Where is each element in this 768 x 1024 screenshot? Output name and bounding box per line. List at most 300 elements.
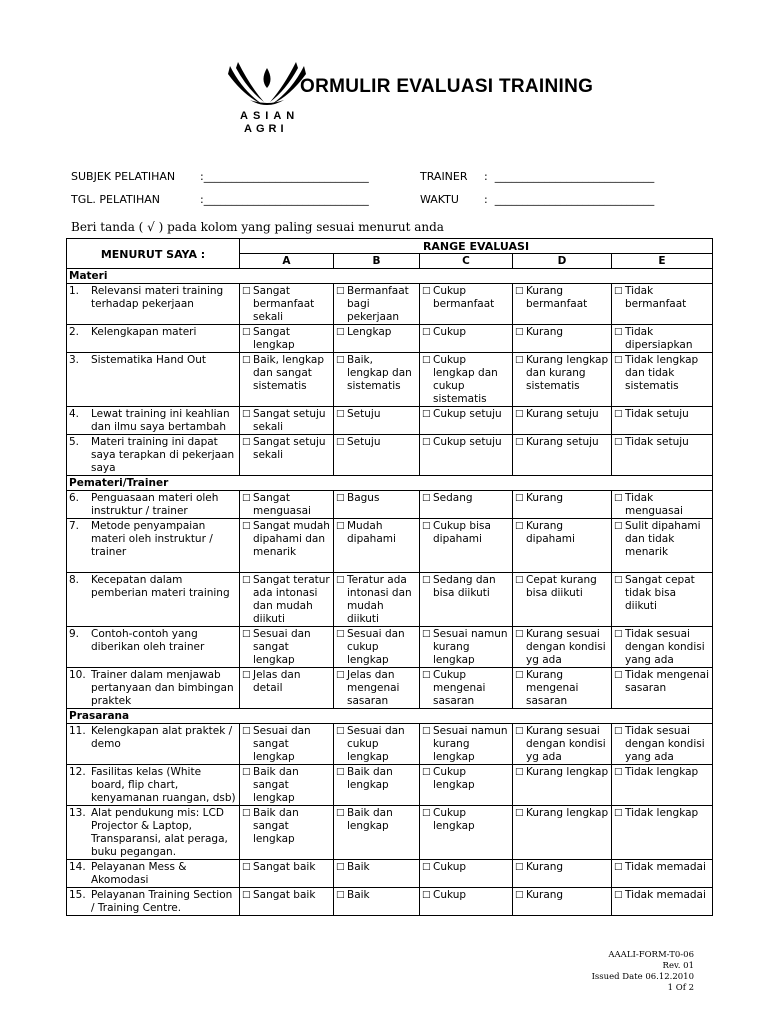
option-label: Tidak menguasai — [625, 492, 683, 517]
checkbox-icon[interactable]: □ — [242, 890, 251, 900]
issued-date: Issued Date 06.12.2010 — [591, 972, 694, 982]
option-cell-e[interactable] — [612, 407, 713, 435]
checkbox-icon[interactable]: □ — [515, 862, 524, 872]
option-cell-b[interactable] — [334, 353, 420, 407]
option-label: Kurang — [526, 861, 564, 873]
option-cell-b[interactable] — [334, 284, 420, 325]
option-label: Setuju — [347, 436, 381, 448]
option-label: Cukup bermanfaat — [433, 285, 495, 310]
table-row — [67, 668, 713, 709]
column-header-a: A — [240, 254, 334, 269]
table-row — [67, 407, 713, 435]
option-label: Sangat lengkap — [253, 326, 295, 351]
option-cell-e[interactable] — [612, 724, 713, 765]
checkbox-icon[interactable]: □ — [422, 629, 431, 639]
option-label: Kurang — [526, 492, 564, 504]
criterion-number: 7. — [69, 520, 80, 532]
option-cell-c[interactable] — [420, 353, 513, 407]
criterion-cell — [67, 627, 240, 668]
option-label: Tidak memadai — [625, 861, 706, 873]
table-row — [67, 519, 713, 573]
checkbox-icon[interactable]: □ — [242, 808, 251, 818]
option-cell-d[interactable] — [513, 860, 612, 888]
criterion-cell — [67, 435, 240, 476]
checkbox-icon[interactable]: □ — [336, 890, 345, 900]
checkbox-icon[interactable]: □ — [515, 890, 524, 900]
criterion-text: Pelayanan Mess & Akomodasi — [91, 861, 187, 886]
logo-text-asian: ASIAN — [240, 110, 300, 122]
checkbox-icon[interactable]: □ — [242, 521, 251, 531]
option-label: Tidak dipersiapkan — [625, 326, 693, 351]
option-cell-d[interactable] — [513, 627, 612, 668]
option-cell-c[interactable] — [420, 765, 513, 806]
option-cell-c[interactable] — [420, 888, 513, 916]
option-cell-a[interactable] — [240, 284, 334, 325]
criterion-text: Kelengkapan materi — [91, 326, 197, 338]
waktu-field[interactable]: : _____________________________ — [484, 193, 655, 206]
criterion-text: Lewat training ini keahlian dan ilmu saya bertambah — [91, 408, 230, 433]
option-label: Kurang setuju — [526, 436, 599, 448]
option-label: Sangat baik — [253, 889, 316, 901]
option-label: Tidak setuju — [625, 436, 689, 448]
subjek-field[interactable]: :______________________________ — [200, 170, 369, 183]
option-label: Jelas dan detail — [253, 669, 301, 694]
option-cell-a[interactable] — [240, 806, 334, 860]
checkbox-icon[interactable]: □ — [336, 409, 345, 419]
option-label: Sangat bermanfaat sekali — [253, 285, 315, 323]
criterion-number: 11. — [69, 725, 86, 737]
checkbox-icon[interactable]: □ — [422, 726, 431, 736]
option-cell-b[interactable] — [334, 888, 420, 916]
checkbox-icon[interactable]: □ — [422, 521, 431, 531]
option-label: Jelas dan mengenai sasaran — [347, 669, 400, 707]
option-label: Bermanfaat bagi pekerjaan — [347, 285, 409, 323]
checkbox-icon[interactable]: □ — [422, 575, 431, 585]
table-row — [67, 627, 713, 668]
option-label: Cukup setuju — [433, 408, 502, 420]
option-cell-c[interactable] — [420, 573, 513, 627]
option-cell-c[interactable] — [420, 627, 513, 668]
section-title: Materi — [67, 269, 713, 284]
checkbox-icon[interactable]: □ — [515, 726, 524, 736]
criterion-number: 9. — [69, 628, 80, 640]
checkbox-icon[interactable]: □ — [336, 767, 345, 777]
checkbox-icon[interactable]: □ — [614, 629, 623, 639]
option-label: Tidak lengkap dan tidak sistematis — [625, 354, 699, 392]
option-label: Kurang dipahami — [526, 520, 575, 545]
instruction-text: Beri tanda ( √ ) pada kolom yang paling sesuai menurut anda — [71, 220, 444, 234]
option-label: Mudah dipahami — [347, 520, 396, 545]
option-cell-c[interactable] — [420, 668, 513, 709]
table-row — [67, 806, 713, 860]
option-label: Kurang — [526, 889, 564, 901]
option-label: Cukup bisa dipahami — [433, 520, 491, 545]
criterion-cell — [67, 519, 240, 573]
checkbox-icon[interactable]: □ — [614, 493, 623, 503]
checkbox-icon[interactable]: □ — [422, 327, 431, 337]
option-label: Tidak setuju — [625, 408, 689, 420]
option-label: Sesuai dan cukup lengkap — [347, 628, 405, 666]
criterion-number: 15. — [69, 889, 86, 901]
checkbox-icon[interactable]: □ — [422, 286, 431, 296]
option-cell-c[interactable] — [420, 491, 513, 519]
criterion-number: 12. — [69, 766, 86, 778]
checkbox-icon[interactable]: □ — [242, 327, 251, 337]
option-label: Sesuai dan cukup lengkap — [347, 725, 405, 763]
option-label: Cukup — [433, 326, 467, 338]
option-cell-a[interactable] — [240, 860, 334, 888]
option-cell-c[interactable] — [420, 284, 513, 325]
checkbox-icon[interactable]: □ — [422, 808, 431, 818]
checkbox-icon[interactable]: □ — [242, 409, 251, 419]
criterion-number: 3. — [69, 354, 80, 366]
option-cell-b[interactable] — [334, 860, 420, 888]
option-cell-d[interactable] — [513, 407, 612, 435]
criterion-number: 14. — [69, 861, 86, 873]
option-cell-c[interactable] — [420, 435, 513, 476]
option-label: Teratur ada intonasi dan mudah diikuti — [347, 574, 412, 625]
checkbox-icon[interactable]: □ — [242, 437, 251, 447]
option-label: Tidak lengkap — [625, 807, 699, 819]
option-label: Kurang lengkap dan kurang sistematis — [526, 354, 609, 392]
option-label: Baik — [347, 889, 370, 901]
option-label: Bagus — [347, 492, 380, 504]
checkbox-icon[interactable]: □ — [336, 670, 345, 680]
option-cell-d[interactable] — [513, 353, 612, 407]
option-cell-d[interactable] — [513, 765, 612, 806]
checkbox-icon[interactable]: □ — [614, 327, 623, 337]
option-cell-a[interactable] — [240, 724, 334, 765]
option-cell-d[interactable] — [513, 806, 612, 860]
table-row — [67, 325, 713, 353]
option-cell-e[interactable] — [612, 860, 713, 888]
option-cell-e[interactable] — [612, 284, 713, 325]
option-label: Sesuai namun kurang lengkap — [433, 725, 508, 763]
option-cell-a[interactable] — [240, 627, 334, 668]
option-cell-d[interactable] — [513, 284, 612, 325]
option-cell-b[interactable] — [334, 435, 420, 476]
table-row — [67, 888, 713, 916]
criterion-text: Metode penyampaian materi oleh instruktur / trainer — [91, 520, 213, 558]
option-cell-b[interactable] — [334, 519, 420, 573]
checkbox-icon[interactable]: □ — [614, 409, 623, 419]
option-cell-b[interactable] — [334, 765, 420, 806]
option-cell-c[interactable] — [420, 806, 513, 860]
criterion-number: 6. — [69, 492, 80, 504]
option-cell-a[interactable] — [240, 435, 334, 476]
criterion-cell — [67, 860, 240, 888]
option-cell-e[interactable] — [612, 491, 713, 519]
option-label: Cukup — [433, 861, 467, 873]
option-cell-e[interactable] — [612, 325, 713, 353]
checkbox-icon[interactable]: □ — [422, 437, 431, 447]
option-label: Kurang sesuai dengan kondisi yg ada — [526, 725, 606, 763]
tgl-field[interactable]: :______________________________ — [200, 193, 369, 206]
checkbox-icon[interactable]: □ — [614, 808, 623, 818]
criterion-text: Fasilitas kelas (White board, flip chart, kenyamanan ruangan, dsb) — [91, 766, 236, 804]
option-cell-b[interactable] — [334, 491, 420, 519]
table-row — [67, 491, 713, 519]
option-cell-e[interactable] — [612, 353, 713, 407]
criterion-cell — [67, 353, 240, 407]
option-cell-e[interactable] — [612, 435, 713, 476]
checkbox-icon[interactable]: □ — [614, 670, 623, 680]
checkbox-icon[interactable]: □ — [614, 521, 623, 531]
criterion-text: Relevansi materi training terhadap pekerjaan — [91, 285, 224, 310]
table-row — [67, 573, 713, 627]
range-evaluasi-header: RANGE EVALUASI — [240, 239, 713, 254]
section-title: Pemateri/Trainer — [67, 476, 713, 491]
criterion-cell — [67, 284, 240, 325]
criterion-number: 4. — [69, 408, 80, 420]
checkbox-icon[interactable]: □ — [422, 670, 431, 680]
section-title: Prasarana — [67, 709, 713, 724]
option-label: Sangat setuju sekali — [253, 436, 326, 461]
checkbox-icon[interactable]: □ — [242, 355, 251, 365]
checkbox-icon[interactable]: □ — [422, 409, 431, 419]
option-cell-c[interactable] — [420, 325, 513, 353]
option-cell-a[interactable] — [240, 888, 334, 916]
option-cell-b[interactable] — [334, 325, 420, 353]
checkbox-icon[interactable]: □ — [515, 437, 524, 447]
column-header-d: D — [513, 254, 612, 269]
trainer-label: TRAINER — [420, 170, 468, 183]
checkbox-icon[interactable]: □ — [336, 355, 345, 365]
option-label: Cukup lengkap dan cukup sistematis — [433, 354, 498, 405]
criterion-cell — [67, 888, 240, 916]
criterion-number: 2. — [69, 326, 80, 338]
option-cell-a[interactable] — [240, 491, 334, 519]
asian-agri-logo — [222, 60, 312, 140]
checkbox-icon[interactable]: □ — [614, 437, 623, 447]
option-label: Tidak sesuai dengan kondisi yang ada — [625, 725, 705, 763]
option-label: Kurang mengenai sasaran — [526, 669, 579, 707]
option-cell-c[interactable] — [420, 860, 513, 888]
criterion-text: Alat pendukung mis: LCD Projector & Laptop, Transparansi, alat peraga, buku pegangan. — [91, 807, 228, 858]
option-cell-d[interactable] — [513, 491, 612, 519]
subjek-label: SUBJEK PELATIHAN — [71, 170, 176, 183]
checkbox-icon[interactable]: □ — [614, 355, 623, 365]
trainer-field[interactable]: : _____________________________ — [484, 170, 655, 183]
checkbox-icon[interactable]: □ — [242, 862, 251, 872]
option-cell-b[interactable] — [334, 724, 420, 765]
option-cell-d[interactable] — [513, 888, 612, 916]
option-label: Tidak bermanfaat — [625, 285, 687, 310]
leaf-logo-icon — [222, 60, 312, 110]
criterion-text: Materi training ini dapat saya terapkan di pekerjaan saya — [91, 436, 235, 474]
option-cell-e[interactable] — [612, 765, 713, 806]
criterion-text: Kelengkapan alat praktek / demo — [91, 725, 233, 750]
option-label: Baik dan sangat lengkap — [253, 807, 299, 845]
checkbox-icon[interactable]: □ — [336, 493, 345, 503]
checkbox-icon[interactable]: □ — [422, 890, 431, 900]
tgl-label: TGL. PELATIHAN — [71, 193, 160, 206]
form-title: ORMULIR EVALUASI TRAINING — [300, 76, 594, 97]
option-label: Cukup — [433, 889, 467, 901]
option-cell-d[interactable] — [513, 325, 612, 353]
checkbox-icon[interactable]: □ — [336, 286, 345, 296]
criterion-text: Kecepatan dalam pemberian materi training — [91, 574, 230, 599]
checkbox-icon[interactable]: □ — [614, 862, 623, 872]
option-label: Setuju — [347, 408, 381, 420]
option-cell-a[interactable] — [240, 325, 334, 353]
checkbox-icon[interactable]: □ — [515, 327, 524, 337]
option-cell-a[interactable] — [240, 353, 334, 407]
logo-text-agri: AGRI — [244, 123, 288, 135]
criterion-cell — [67, 724, 240, 765]
criterion-number: 13. — [69, 807, 86, 819]
option-cell-c[interactable] — [420, 724, 513, 765]
criterion-text: Trainer dalam menjawab pertanyaan dan bimbingan praktek — [91, 669, 234, 707]
option-cell-d[interactable] — [513, 435, 612, 476]
criterion-number: 10. — [69, 669, 86, 681]
option-label: Lengkap — [347, 326, 392, 338]
criterion-number: 1. — [69, 285, 80, 297]
checkbox-icon[interactable]: □ — [515, 409, 524, 419]
checkbox-icon[interactable]: □ — [515, 493, 524, 503]
option-label: Sedang — [433, 492, 473, 504]
option-label: Kurang — [526, 326, 564, 338]
checkbox-icon[interactable]: □ — [242, 726, 251, 736]
checkbox-icon[interactable]: □ — [515, 767, 524, 777]
criterion-number: 8. — [69, 574, 80, 586]
option-label: Kurang sesuai dengan kondisi yg ada — [526, 628, 606, 666]
checkbox-icon[interactable]: □ — [336, 862, 345, 872]
checkbox-icon[interactable]: □ — [422, 355, 431, 365]
option-cell-e[interactable] — [612, 806, 713, 860]
option-cell-b[interactable] — [334, 627, 420, 668]
option-label: Baik — [347, 861, 370, 873]
criterion-cell — [67, 806, 240, 860]
checkbox-icon[interactable]: □ — [422, 767, 431, 777]
checkbox-icon[interactable]: □ — [336, 629, 345, 639]
checkbox-icon[interactable]: □ — [242, 670, 251, 680]
checkbox-icon[interactable]: □ — [242, 629, 251, 639]
option-label: Baik, lengkap dan sangat sistematis — [253, 354, 325, 392]
criterion-cell — [67, 491, 240, 519]
criterion-cell — [67, 407, 240, 435]
option-cell-a[interactable] — [240, 765, 334, 806]
option-cell-c[interactable] — [420, 407, 513, 435]
table-row — [67, 860, 713, 888]
revision: Rev. 01 — [662, 961, 694, 971]
option-cell-b[interactable] — [334, 668, 420, 709]
criterion-text: Pelayanan Training Section / Training Centre. — [91, 889, 233, 914]
checkbox-icon[interactable]: □ — [336, 327, 345, 337]
option-cell-d[interactable] — [513, 519, 612, 573]
option-label: Cukup lengkap — [433, 766, 475, 791]
option-label: Sesuai dan sangat lengkap — [253, 628, 311, 666]
option-cell-b[interactable] — [334, 806, 420, 860]
checkbox-icon[interactable]: □ — [515, 670, 524, 680]
checkbox-icon[interactable]: □ — [336, 726, 345, 736]
option-label: Kurang lengkap — [526, 807, 609, 819]
option-label: Kurang setuju — [526, 408, 599, 420]
option-label: Tidak sesuai dengan kondisi yang ada — [625, 628, 705, 666]
option-label: Sedang dan bisa diikuti — [433, 574, 496, 599]
checkbox-icon[interactable]: □ — [515, 629, 524, 639]
option-label: Baik, lengkap dan sistematis — [347, 354, 412, 392]
checkbox-icon[interactable]: □ — [614, 767, 623, 777]
option-cell-b[interactable] — [334, 573, 420, 627]
option-cell-a[interactable] — [240, 573, 334, 627]
table-row — [67, 435, 713, 476]
waktu-label: WAKTU — [420, 193, 459, 206]
checkbox-icon[interactable]: □ — [336, 808, 345, 818]
menurut-saya-header: MENURUT SAYA : — [67, 239, 240, 269]
criterion-text: Sistematika Hand Out — [91, 354, 207, 366]
option-cell-a[interactable] — [240, 407, 334, 435]
option-label: Cukup lengkap — [433, 807, 475, 832]
checkbox-icon[interactable]: □ — [422, 493, 431, 503]
option-label: Baik dan lengkap — [347, 807, 393, 832]
option-cell-c[interactable] — [420, 519, 513, 573]
checkbox-icon[interactable]: □ — [422, 862, 431, 872]
checkbox-icon[interactable]: □ — [515, 355, 524, 365]
option-cell-a[interactable] — [240, 668, 334, 709]
option-label: Cukup mengenai sasaran — [433, 669, 486, 707]
criterion-number: 5. — [69, 436, 80, 448]
option-cell-e[interactable] — [612, 668, 713, 709]
checkbox-icon[interactable]: □ — [242, 767, 251, 777]
option-cell-b[interactable] — [334, 407, 420, 435]
checkbox-icon[interactable]: □ — [336, 521, 345, 531]
checkbox-icon[interactable]: □ — [336, 437, 345, 447]
column-header-e: E — [612, 254, 713, 269]
form-footer — [592, 950, 694, 994]
checkbox-icon[interactable]: □ — [515, 521, 524, 531]
checkbox-icon[interactable]: □ — [242, 575, 251, 585]
criterion-cell — [67, 573, 240, 627]
option-label: Cukup setuju — [433, 436, 502, 448]
option-cell-d[interactable] — [513, 724, 612, 765]
checkbox-icon[interactable]: □ — [614, 890, 623, 900]
option-label: Baik dan sangat lengkap — [253, 766, 299, 804]
option-cell-e[interactable] — [612, 519, 713, 573]
option-cell-a[interactable] — [240, 519, 334, 573]
table-row — [67, 724, 713, 765]
option-cell-e[interactable] — [612, 888, 713, 916]
checkbox-icon[interactable]: □ — [614, 575, 623, 585]
option-cell-e[interactable] — [612, 573, 713, 627]
criterion-cell — [67, 668, 240, 709]
column-header-c: C — [420, 254, 513, 269]
option-label: Tidak lengkap — [625, 766, 699, 778]
criterion-cell — [67, 325, 240, 353]
option-cell-d[interactable] — [513, 668, 612, 709]
option-label: Sangat mudah dipahami dan menarik — [253, 520, 330, 558]
option-cell-d[interactable] — [513, 573, 612, 627]
option-cell-e[interactable] — [612, 627, 713, 668]
checkbox-icon[interactable]: □ — [515, 575, 524, 585]
checkbox-icon[interactable]: □ — [336, 575, 345, 585]
checkbox-icon[interactable]: □ — [614, 726, 623, 736]
evaluation-table — [66, 238, 713, 916]
option-label: Sangat menguasai — [253, 492, 311, 517]
checkbox-icon[interactable]: □ — [242, 286, 251, 296]
option-label: Sesuai namun kurang lengkap — [433, 628, 508, 666]
option-label: Tidak mengenai sasaran — [625, 669, 709, 694]
criterion-cell — [67, 765, 240, 806]
page-number: 1 Of 2 — [667, 983, 694, 993]
checkbox-icon[interactable]: □ — [515, 808, 524, 818]
checkbox-icon[interactable]: □ — [242, 493, 251, 503]
checkbox-icon[interactable]: □ — [614, 286, 623, 296]
column-header-b: B — [334, 254, 420, 269]
option-label: Sangat teratur ada intonasi dan mudah diikuti — [253, 574, 330, 625]
checkbox-icon[interactable]: □ — [515, 286, 524, 296]
table-row — [67, 284, 713, 325]
